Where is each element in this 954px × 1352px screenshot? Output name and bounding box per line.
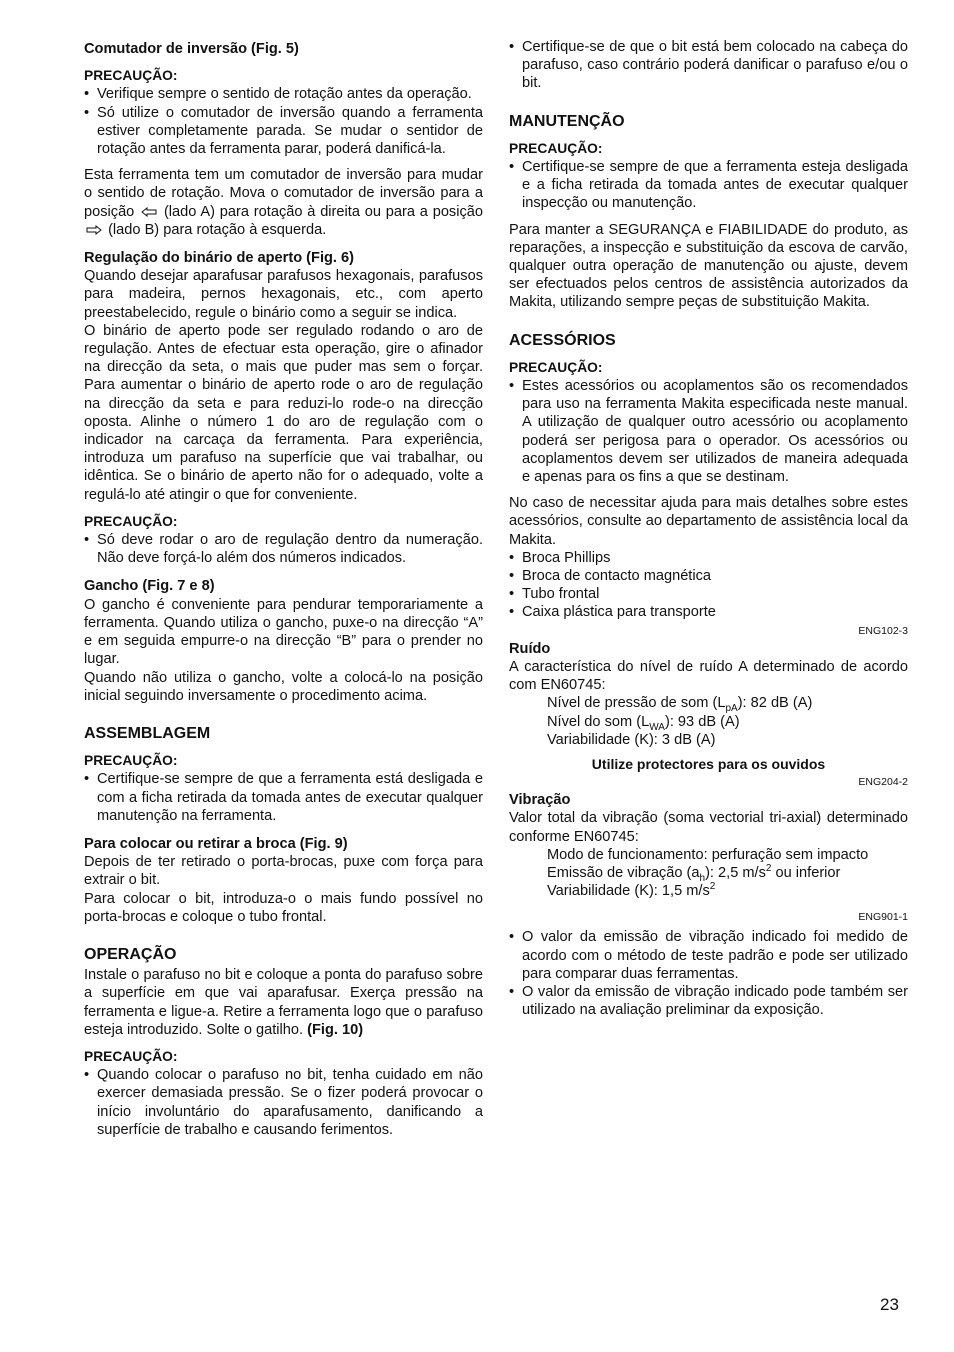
reversing-paragraph: Esta ferramenta tem um comutador de inversão para mudar o sentido de rotação. Mova o comutador de inversão para a posição (lado A) para rotação à direita ou para a posição (lado B) para rotação à esquerda. — [84, 167, 484, 238]
caution-item: • Só deve rodar o aro de regulação dentro da numeração. Não deve forçá-lo além dos números indicados. — [84, 531, 483, 567]
torque-paragraph: O binário de aperto pode ser regulado rodando o aro de regulação. Antes de efectuar esta operação, gire o afinador na direcção da seta, o mais que puder mas sem o forçar. Para aumentar o binário de aperto rode o aro de regulação na direcção da seta e para reduzi-lo rode-o na direcção oposta. Alinhe o número 1 do aro de regulação com o indicador na carcaça da ferramenta. Para experiência, introduza um parafuso na superfície que vai trabalhar, ou idêntica. Se o binário de aperto não for o adequado, volte a regulá-lo até atingir o que for conveniente. — [84, 322, 483, 503]
accessories-paragraph: No caso de necessitar ajuda para mais detalhes sobre estes acessórios, consulte ao departamento de assistência local da Makita. — [509, 495, 908, 548]
accessory-item: • Caixa plástica para transporte — [509, 603, 908, 621]
caution-label: PRECAUÇÃO: — [84, 1048, 178, 1064]
caution-label: PRECAUÇÃO: — [84, 68, 178, 84]
operation-section-heading: OPERAÇÃO — [84, 945, 177, 963]
page-number: 23 — [880, 1295, 899, 1314]
left-column — [84, 38, 483, 1139]
maintenance-paragraph: Para manter a SEGURANÇA e FIABILIDADE do produto, as reparações, a inspecção e substituição da escova de carvão, qualquer outra operação de manutenção ou ajuste, devem ser efectuados pelos centros de assistência autorizados da Makita, utilizando sempre peças de substituição Makita. — [509, 221, 908, 311]
ear-protection-notice: Utilize protectores para os ouvidos — [591, 755, 826, 772]
caution-label: PRECAUÇÃO: — [84, 513, 178, 529]
noise-spec-line: Nível de pressão de som $(L_{pA})$: 82 dB (A) — [547, 695, 813, 715]
bit-paragraph: Depois de ter retirado o porta-brocas, puxe com força para extrair o bit. — [84, 854, 483, 889]
caution-item: • Estes acessórios ou acoplamentos são os recomendados para uso na ferramenta Makita especificada neste manual. A utilização de qualquer outro acessório ou acoplamento poderá ser perigosa para o operador. Os acessórios ou acoplamentos devem ser utilizados de maneira adequada e apenas para os fins a que se destinam. — [509, 377, 908, 486]
vibration-spec-line: Variabilidade (K): 1,5 $m/s^2$ — [547, 881, 716, 900]
hook-paragraph: O gancho é conveniente para pendurar temporariamente a ferramenta. Quando utiliza o gancho, puxe-o na direcção “A” e em seguida empurre-o na direcção “B” para o prender no lugar. — [84, 596, 483, 668]
caution-label: PRECAUÇÃO: — [84, 753, 178, 769]
noise-spec-line: Variabilidade (K): 3 dB (A) — [547, 731, 716, 748]
caution-item: • Certifique-se de que o bit está bem colocado na cabeça do parafuso, caso contrário poderá danificar o parafuso e/ou o bit. — [509, 38, 908, 93]
caution-label: PRECAUÇÃO: — [509, 359, 603, 375]
figure-reference: (Fig. 10) — [307, 1021, 364, 1038]
vibration-spec-line: Modo de funcionamento: perfuração sem impacto — [547, 846, 869, 863]
caution-list — [509, 38, 908, 93]
caution-list — [509, 377, 908, 486]
caution-list — [84, 531, 483, 567]
caution-list — [509, 158, 908, 213]
torque-paragraph: Quando desejar aparafusar parafusos hexagonais, parafusos para madeira, pernos hexagonais, etc., com aperto preestabelecido, regule o binário como a seguir se indica. — [84, 268, 483, 321]
right-arrow-icon — [86, 225, 102, 235]
maintenance-section-heading: MANUTENÇÃO — [509, 112, 625, 130]
hook-paragraph: Quando não utiliza o gancho, volte a colocá-lo na posição inicial seguindo inversamente o procedimento acima. — [84, 669, 483, 704]
bit-heading: Para colocar ou retirar a broca (Fig. 9) — [84, 835, 348, 852]
accessory-list — [509, 549, 908, 622]
caution-item: • Quando colocar o parafuso no bit, tenha cuidado em não exercer demasiada pressão. Se o fizer poderá provocar o início involuntário do aparafusamento, danificando a superfície de trabalho e causando ferimentos. — [84, 1066, 483, 1139]
vibration-note: • O valor da emissão de vibração indicado pode também ser utilizado na avaliação preliminar da exposição. — [509, 983, 908, 1019]
accessories-section-heading: ACESSÓRIOS — [509, 331, 616, 349]
accessory-item: • Tubo frontal — [509, 585, 908, 603]
accessory-item: • Broca Phillips — [509, 549, 908, 567]
left-arrow-icon — [141, 207, 157, 217]
caution-label: PRECAUÇÃO: — [509, 140, 603, 156]
accessory-item: • Broca de contacto magnética — [509, 567, 908, 585]
vibration-notes-list — [509, 928, 908, 1019]
vibration-paragraph: Valor total da vibração (soma vectorial tri-axial) determinado conforme EN60745: — [509, 810, 908, 845]
bit-paragraph: Para colocar o bit, introduza-o o mais fundo possível no porta-brocas e coloque o tubo frontal. — [84, 890, 483, 925]
operation-paragraph: Instale o parafuso no bit e coloque a ponta do parafuso sobre a superfície em que vai aparafusar. Exerça pressão na ferramenta e ligue-a. Retire a ferramenta logo que o parafuso esteja introduzido. Solte o gatilho. (Fig. 10) — [84, 967, 483, 1038]
caution-item: • Verifique sempre o sentido de rotação antes da operação. — [84, 85, 483, 103]
caution-list — [84, 770, 483, 825]
reversing-switch-heading: Comutador de inversão (Fig. 5) — [84, 41, 299, 57]
vibration-heading: Vibração — [509, 792, 571, 809]
caution-item: • Só utilize o comutador de inversão quando a ferramenta estiver completamente parada. Se mudar o sentidor de rotação antes da ferramenta parar, poderá danificá-la. — [84, 104, 483, 159]
caution-list — [84, 85, 483, 158]
torque-heading: Regulação do binário de aperto (Fig. 6) — [84, 250, 355, 267]
vibration-spec-line: Emissão de vibração $(a_h)$: 2,5 $m/s^2$ ou inferior — [547, 863, 841, 884]
caution-item: • Certifique-se sempre de que a ferramenta esteja desligada e a ficha retirada da tomada antes de executar qualquer inspecção ou manutenção. — [509, 158, 908, 213]
reference-code: ENG204-2 — [858, 776, 908, 789]
noise-paragraph: A característica do nível de ruído A determinado de acordo com EN60745: — [509, 658, 908, 694]
noise-spec-line: Nível do som $(L_{WA})$: 93 dB (A) — [547, 713, 740, 733]
reference-code: ENG102-3 — [858, 624, 908, 637]
noise-heading: Ruído — [509, 640, 551, 657]
assembly-section-heading: ASSEMBLAGEM — [84, 724, 211, 742]
hook-heading: Gancho (Fig. 7 e 8) — [84, 578, 215, 595]
vibration-note: • O valor da emissão de vibração indicado foi medido de acordo com o método de teste padrão e pode ser utilizado para comparar duas ferramentas. — [509, 928, 908, 983]
reference-code: ENG901-1 — [858, 911, 908, 924]
right-column — [509, 38, 908, 1019]
caution-item: • Certifique-se sempre de que a ferramenta está desligada e com a ficha retirada da tomada antes de executar qualquer manutenção na ferramenta. — [84, 770, 483, 825]
caution-list — [84, 1066, 483, 1139]
